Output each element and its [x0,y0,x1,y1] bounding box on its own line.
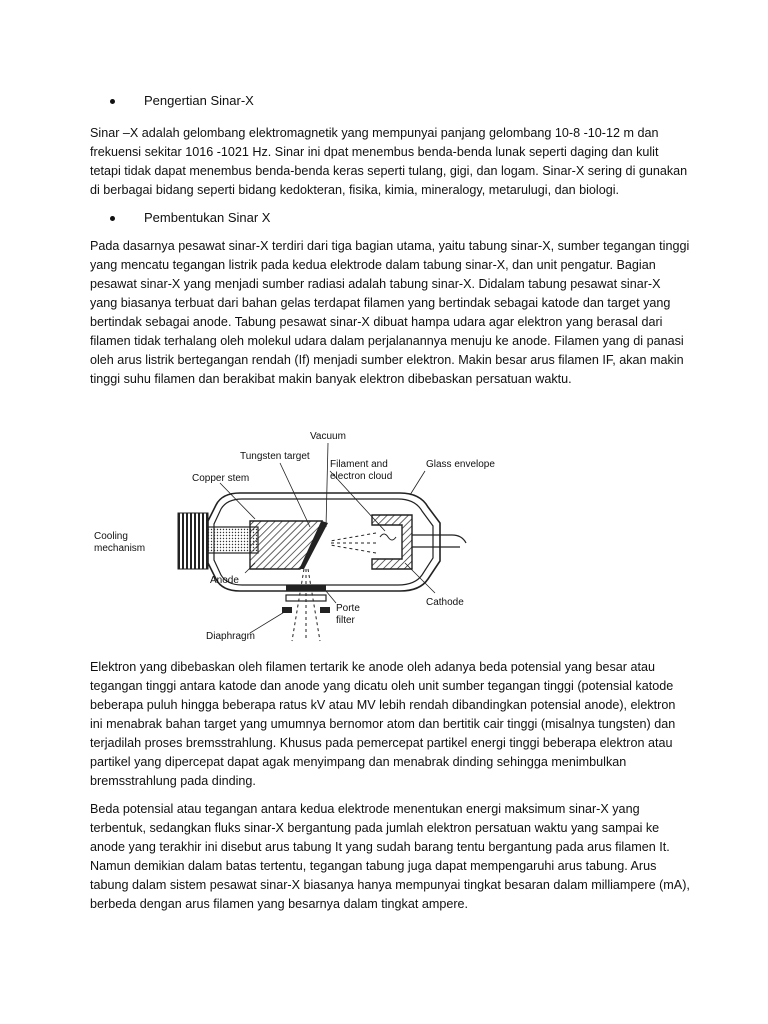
paragraph-pembentukan-3: Beda potensial atau tegangan antara kedua elektrode menentukan energi maksimum sinar-X yang terbentuk, sedangkan fluks sinar-X bergantung pada jumlah elektron persatuan waktu yang sampai ke anode yang terakhir ini disebut arus tabung It yang sudah barang tentu bergantung pada arus filamen It. Namun demikian dalam batas tertentu, tegangan tabung juga dapat mempengaruhi arus tabung. Arus tabung dalam sistem pesawat sinar-X biasanya hanya mempunyai tingkat besaran dalam milliampere (mA), berbeda dengan arus filamen yang besarnya dalam tingkat ampere. [90,802,690,911]
label-mechanism: mechanism [94,543,146,554]
paragraph-pengertian: Sinar –X adalah gelombang elektromagnetik yang mempunyai panjang gelombang 10-8 -10-12 m dan frekuensi sekitar 1016 -1021 Hz. Sinar ini dpat menembus benda-benda lunak seperti daging dan kulit tetapi tidak dapat menembus benda-benda keras seperti tulang, gigi, dan logam. Sinar-X sering di gunakan di berbagai bidang seperti bidang kedokteran, fisika, kimia, mineralogy, metarulugi, dan biologi. [90,126,688,197]
cooling-fins-shape [178,513,208,569]
label-cathode: Cathode [426,597,464,608]
label-diaphragm: Diaphragm [206,631,255,642]
label-porte: Porte [336,603,360,614]
xray-beam-shape [292,569,320,641]
filament-shape [380,534,396,540]
label-cooling: Cooling [94,531,128,542]
label-electron-cloud: electron cloud [330,471,393,482]
paragraph-pembentukan-1: Pada dasarnya pesawat sinar-X terdiri dari tiga bagian utama, yaitu tabung sinar-X, sumber tegangan tinggi yang mencatu tegangan listrik pada kedua elektrode dalam tabung sinar-X, dan unit pengatur. Bagian pesawat sinar-X yang menjadi sumber radiasi adalah tabung sinar-X. Didalam tabung pesawat sinar-X yang biasanya terbuat dari bahan gelas terdapat filamen yang bertindak sebagai katode dan target yang bertindak sebagai anode. Tabung pesawat sinar-X dibuat hampa udara agar elektron yang berasal dari filamen tidak terhalang oleh molekul udara dalam perjalanannya menuju ke anode. Filamen yang di panasi oleh arus listrik bertegangan rendah (If) menjadi sumber elektron. Makin besar arus filamen IF, akan makin tinggi suhu filamen dan berakibat makin banyak elektron dibebaskan persatuan waktu. [90,239,690,386]
label-anode: Anode [210,575,239,586]
label-vacuum: Vacuum [310,431,346,442]
section-heading-pengertian [110,92,254,110]
label-filter: filter [336,615,355,626]
porte-filter-shape [286,585,326,591]
section-heading-text: Pembentukan Sinar X [144,210,271,225]
section-heading-pembentukan [110,209,270,227]
electron-beam-shape [330,533,376,553]
xray-tube-diagram [90,423,510,645]
label-copper-stem: Copper stem [192,473,250,484]
label-filament: Filament and [330,459,388,470]
bullet-icon [110,99,115,104]
label-glass-envelope: Glass envelope [426,459,495,470]
section-heading-text: Pengertian Sinar-X [144,93,254,108]
label-tungsten-target: Tungsten target [240,451,310,462]
bullet-icon [110,216,115,221]
paragraph-pembentukan-2: Elektron yang dibebaskan oleh filamen tertarik ke anode oleh adanya beda potensial yang besar atau tegangan tinggi antara katode dan anode yang dicatu oleh unit sumber tegangan tinggi (potensial katode beberapa puluh hingga beberapa ratus kV atau MV lebih rendah dibandingkan potensial anode), elektron ini menabrak bahan target yang umumnya bernomor atom dan bertitik cair tinggi (misalnya tungsten) dan terjadilah proses bremsstrahlung. Khusus pada pemercepat partikel energi tinggi beberapa elektron atau partikel yang dipercepat dapat agak menyimpang dan menabrak dinding sehingga menimbulkan bremsstrahlung pada dinding. [90,660,676,788]
